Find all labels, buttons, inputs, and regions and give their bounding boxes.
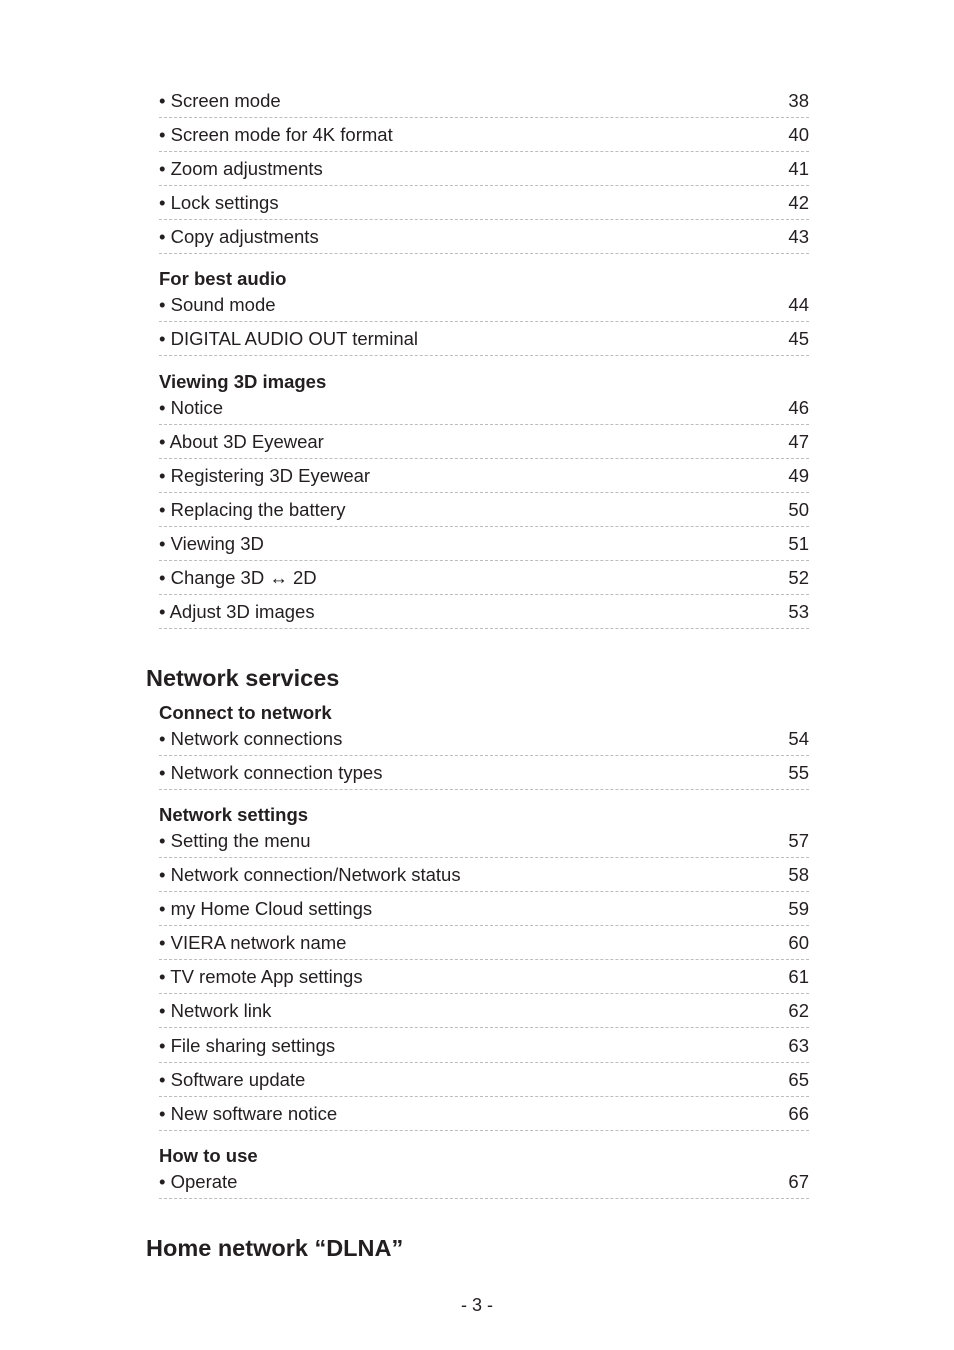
toc-entry[interactable] (159, 220, 809, 254)
toc-entry-label: • VIERA network name (159, 932, 347, 953)
toc-entry-label: • Setting the menu (159, 830, 311, 851)
toc-entry[interactable] (159, 756, 809, 790)
toc-entry[interactable] (159, 926, 809, 960)
toc-entry[interactable] (159, 1063, 809, 1097)
toc-entry-label: • Sound mode (159, 294, 276, 315)
toc-entry-label: • New software notice (159, 1103, 338, 1124)
section-heading: Home network “DLNA” (146, 1235, 404, 1261)
toc-entry-label: • File sharing settings (159, 1035, 336, 1056)
toc-entry-page: 53 (788, 601, 809, 622)
toc-entry-label: • Zoom adjustments (159, 158, 323, 179)
toc-entry[interactable] (159, 892, 809, 926)
toc-entry-label: • Network connections (159, 728, 343, 749)
toc-entry-label: • my Home Cloud settings (159, 898, 373, 919)
toc-entry-page: 59 (788, 898, 809, 919)
toc-entry[interactable] (159, 288, 809, 322)
subsection-heading: For best audio (159, 268, 287, 289)
toc-entry[interactable] (159, 858, 809, 892)
toc-entry[interactable] (159, 322, 809, 356)
toc-entry-page: 45 (788, 328, 809, 349)
toc-entry[interactable] (159, 1097, 809, 1131)
toc-entry[interactable] (159, 561, 809, 595)
subsection-heading: Viewing 3D images (159, 371, 327, 392)
toc-entry-page: 55 (788, 762, 809, 783)
toc-entry[interactable] (159, 1165, 809, 1199)
toc-entry-label: • Network connection types (159, 762, 383, 783)
toc-entry[interactable] (159, 960, 809, 994)
toc-entry[interactable] (159, 1029, 809, 1063)
toc-entry-page: 38 (788, 90, 809, 111)
toc-entry-label: • Change 3D ↔ 2D (159, 567, 317, 588)
toc-entry-page: 46 (788, 397, 809, 418)
toc-entry-page: 41 (788, 158, 809, 179)
subsection-heading: Connect to network (159, 702, 332, 723)
toc-entry-page: 51 (788, 533, 809, 554)
toc-entry[interactable] (159, 84, 809, 118)
toc-entry-page: 47 (788, 431, 809, 452)
toc-entry-page: 67 (788, 1171, 809, 1192)
toc-entry-page: 44 (788, 294, 809, 315)
toc-entry[interactable] (159, 425, 809, 459)
toc-entry-page: 66 (788, 1103, 809, 1124)
toc-entry[interactable] (159, 527, 809, 561)
toc-entry[interactable] (159, 824, 809, 858)
toc-entry[interactable] (159, 186, 809, 220)
toc-entry-page: 62 (788, 1000, 809, 1021)
toc-entry-page: 54 (788, 728, 809, 749)
toc-entry-label: • TV remote App settings (159, 966, 363, 987)
toc-entry[interactable] (159, 994, 809, 1028)
toc-entry-label: • Lock settings (159, 192, 279, 213)
toc-entry-label: • Replacing the battery (159, 499, 346, 520)
toc-entry[interactable] (159, 152, 809, 186)
toc-entry[interactable] (159, 118, 809, 152)
toc-entry[interactable] (159, 459, 809, 493)
toc-entry-label: • Operate (159, 1171, 238, 1192)
section-heading: Network services (146, 665, 340, 691)
toc-entry[interactable] (159, 722, 809, 756)
toc-entry-page: 40 (788, 124, 809, 145)
toc-entry[interactable] (159, 391, 809, 425)
toc-entry-label: • Screen mode (159, 90, 281, 111)
subsection-heading: How to use (159, 1145, 258, 1166)
toc-entry-page: 57 (788, 830, 809, 851)
toc-entry-page: 61 (788, 966, 809, 987)
toc-entry-label: • Registering 3D Eyewear (159, 465, 371, 486)
toc-entry-page: 42 (788, 192, 809, 213)
toc-entry-label: • DIGITAL AUDIO OUT terminal (159, 328, 419, 349)
subsection-heading: Network settings (159, 804, 309, 825)
toc-entry-page: 63 (788, 1035, 809, 1056)
toc-entry-label: • Software update (159, 1069, 306, 1090)
toc-entry-label: • Copy adjustments (159, 226, 319, 247)
toc-entry-page: 50 (788, 499, 809, 520)
page-number: - 3 - (460, 1295, 493, 1315)
toc-entry-label: • Screen mode for 4K format (159, 124, 393, 145)
toc-entry[interactable] (159, 595, 809, 629)
toc-entry-page: 52 (788, 567, 809, 588)
toc-entry-label: • About 3D Eyewear (159, 431, 324, 452)
toc-entry-page: 58 (788, 864, 809, 885)
toc-entry-page: 65 (788, 1069, 809, 1090)
toc-entry-page: 49 (788, 465, 809, 486)
toc-entry-page: 43 (788, 226, 809, 247)
toc-entry-label: • Network connection/Network status (159, 864, 461, 885)
toc-entry[interactable] (159, 493, 809, 527)
toc-entry-page: 60 (788, 932, 809, 953)
toc-entry-label: • Adjust 3D images (159, 601, 315, 622)
toc-entry-label: • Viewing 3D (159, 533, 264, 554)
toc-entry-label: • Notice (159, 397, 224, 418)
toc-entry-label: • Network link (159, 1000, 272, 1021)
